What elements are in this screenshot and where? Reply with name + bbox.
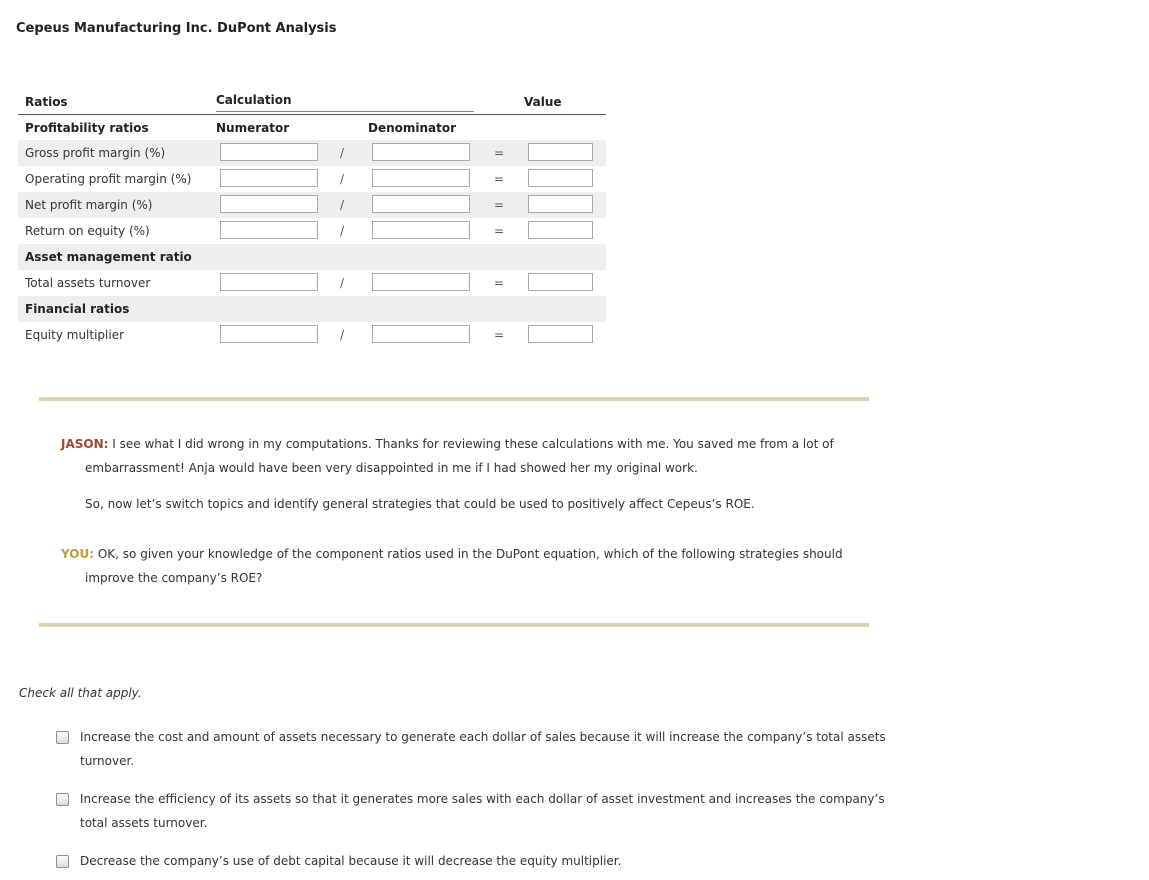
option-increase-asset-cost[interactable] [56,730,896,773]
section-label: Asset management ratio [25,250,192,264]
calculation-header: Calculation [216,93,292,107]
jason-dialog [61,432,861,516]
denominator-input[interactable] [372,195,470,213]
value-input[interactable] [528,143,593,161]
denominator-input[interactable] [372,221,470,239]
you-speaker-label: YOU: [61,547,95,561]
division-sign: / [340,198,345,212]
section-label: Financial ratios [25,302,130,316]
ratio-label: Total assets turnover [25,276,151,290]
ratio-row [18,218,606,244]
calculation-divider [216,111,474,112]
profitability-section-label: Profitability ratios [25,121,149,135]
numerator-input[interactable] [220,169,318,187]
numerator-input[interactable] [220,325,318,343]
ratio-label: Equity multiplier [25,328,125,342]
denominator-input[interactable] [372,325,470,343]
jason-text-line3: So, now let’s switch topics and identify general strategies that could be used to positively affect Cepeus’s ROE. [85,497,755,511]
option-2-checkbox[interactable] [56,793,69,806]
section-row [18,296,606,322]
option-3-text-line1: Decrease the company’s use of debt capital because it will decrease the equity multiplier. [80,854,622,868]
equals-sign: = [494,276,505,290]
table-subheader-row [18,115,606,140]
division-sign: / [340,276,345,290]
division-sign: / [340,224,345,238]
denominator-input[interactable] [372,273,470,291]
check-all-instruction: Check all that apply. [19,686,142,700]
ratio-row [18,140,606,166]
you-dialog [61,542,861,590]
ratio-label: Gross profit margin (%) [25,146,166,160]
you-text-line2: improve the company’s ROE? [85,571,263,585]
ratio-row [18,270,606,296]
option-3-checkbox[interactable] [56,855,69,868]
ratio-label: Return on equity (%) [25,224,150,238]
denominator-header: Denominator [368,121,457,135]
ratio-row [18,192,606,218]
equals-sign: = [494,328,505,342]
numerator-input[interactable] [220,143,318,161]
you-text-line1: OK, so given your knowledge of the component ratios used in the DuPont equation, which of the following strategies should [97,547,843,561]
equals-sign: = [494,224,505,238]
dupont-table [18,92,606,348]
option-1-text-line1: Increase the cost and amount of assets necessary to generate each dollar of sales because it will increase the company’s total assets [80,730,886,744]
jason-text-line2: embarrassment! Anja would have been very disappointed in me if I had showed her my original work. [85,461,698,475]
option-2-text-line1: Increase the efficiency of its assets so that it generates more sales with each dollar of asset investment and increases the company’s [80,792,885,806]
numerator-header: Numerator [216,121,290,135]
option-2-text-line2: total assets turnover. [80,816,208,830]
table-header-row [18,92,606,115]
equals-sign: = [494,172,505,186]
section-row [18,244,606,270]
option-1-checkbox[interactable] [56,731,69,744]
option-1-text-line2: turnover. [80,754,135,768]
value-input[interactable] [528,221,593,239]
equals-sign: = [494,198,505,212]
ratios-header: Ratios [25,95,68,109]
dialog-bottom-divider [39,623,869,627]
ratio-row [18,322,606,348]
value-input[interactable] [528,325,593,343]
numerator-input[interactable] [220,221,318,239]
equals-sign: = [494,146,505,160]
value-input[interactable] [528,169,593,187]
ratio-label: Operating profit margin (%) [25,172,192,186]
numerator-input[interactable] [220,195,318,213]
denominator-input[interactable] [372,169,470,187]
dialog-top-divider [39,397,869,401]
jason-speaker-label: JASON: [61,437,109,451]
option-increase-asset-efficiency[interactable] [56,792,896,835]
value-input[interactable] [528,273,593,291]
page-title: Cepeus Manufacturing Inc. DuPont Analysis [16,21,337,36]
jason-text-line1: I see what I did wrong in my computations. Thanks for reviewing these calculations with me. You saved me from a lot of [112,437,834,451]
value-input[interactable] [528,195,593,213]
denominator-input[interactable] [372,143,470,161]
division-sign: / [340,146,345,160]
ratio-label: Net profit margin (%) [25,198,153,212]
division-sign: / [340,328,345,342]
value-header: Value [524,95,562,109]
numerator-input[interactable] [220,273,318,291]
option-decrease-debt[interactable] [56,854,896,873]
division-sign: / [340,172,345,186]
ratio-row [18,166,606,192]
